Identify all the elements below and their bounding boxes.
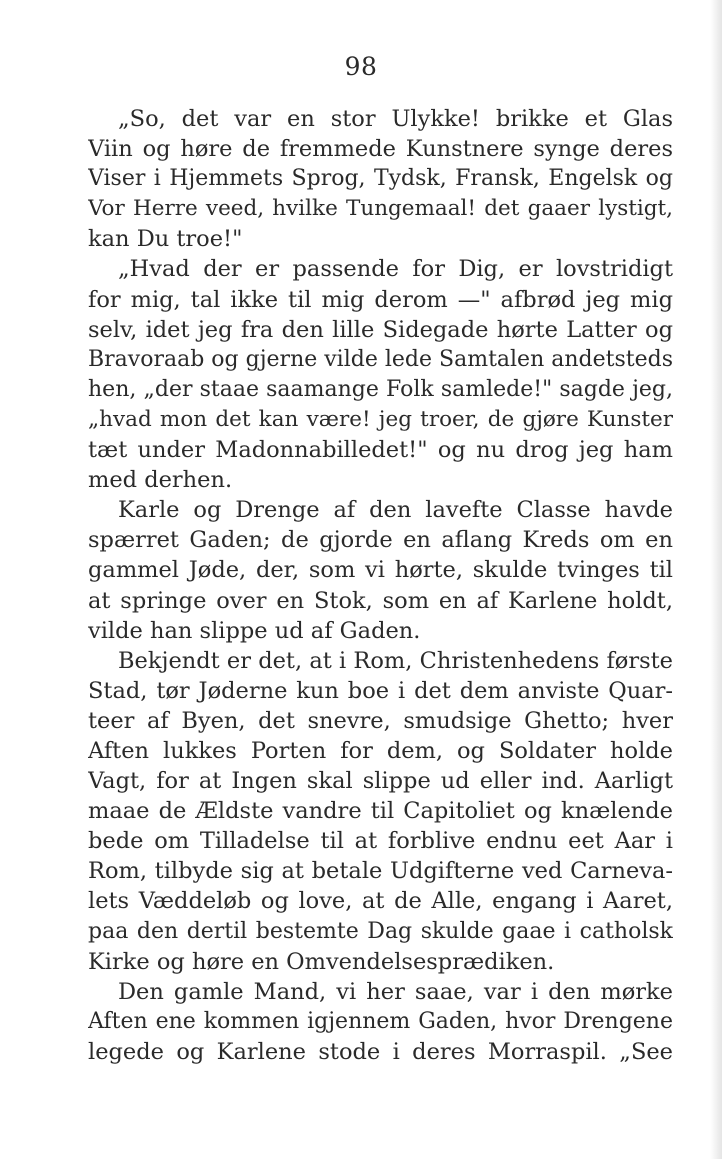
text-line: Aften lukkes Porten for dem, og Soldater holde [88,737,673,764]
text-line: Viser i Hjemmets Sprog, Tydsk, Fransk, Engelsk og [88,166,673,192]
text-line: gammel Jøde, der, som vi hørte, skulde tvinges til [88,557,673,584]
text-line: „Hvad der er passende for Dig, er lovstridigt [118,256,673,283]
text-line: Aften ene kommen igjennem Gaden, hvor Drengene [88,1008,673,1034]
text-line: med derhen. [88,467,233,494]
text-line: hen, „der staae saamange Folk samlede!" sagde jeg, [88,376,673,402]
text-line: vilde han slippe ud af Gaden. [88,617,421,644]
text-line: Kirke og høre en Omvendelsesprædiken. [88,948,555,975]
text-line: Rom, tilbyde sig at betale Udgifterne ved Carneva- [88,858,673,885]
page-number: 98 [344,52,378,81]
text-line: Vagt, for at Ingen skal slippe ud eller ind. Aarligt [88,768,673,795]
text-line: Vor Herre veed, hvilke Tungemaal! det gaaer lystigt, [88,196,673,222]
text-line: for mig, tal ikke til mig derom —" afbrød jeg mig [88,286,673,313]
text-line: „So, det var en stor Ulykke! brikke et Glas [118,106,673,132]
text-line: paa den dertil bestemte Dag skulde gaae i catholsk [88,918,673,944]
text-line: maae de Ældste vandre til Capitoliet og knælende [88,798,673,825]
text-line: bede om Tilladelse til at forblive endnu eet Aar i [88,828,673,855]
text-line: Stad, tør Jøderne kun boe i det dem anviste Quar- [88,677,673,704]
text-line: Bekjendt er det, at i Rom, Christenhedens første [118,647,673,674]
text-line: „hvad mon det kan være! jeg troer, de gjøre Kunster [88,406,673,432]
text-line: Viin og høre de fremmede Kunstnere synge deres [88,136,673,163]
page-edge-shadow [710,0,722,1159]
text-line: lets Væddeløb og love, at de Alle, engang i Aaret, [88,888,673,915]
text-line: Karle og Drenge af den lavefte Classe havde [118,497,673,524]
text-line: legede og Karlene stode i deres Morraspil. „See [88,1038,673,1065]
text-line: Den gamle Mand, vi her saae, var i den mørke [118,978,673,1005]
text-line: tæt under Madonnabilledet!" og nu drog jeg ham [88,437,673,464]
text-line: spærret Gaden; de gjorde en aflang Kreds om en [88,527,673,554]
text-line: Bravoraab og gjerne vilde lede Samtalen andetsteds [88,346,673,372]
text-line: selv, idet jeg fra den lille Sidegade hørte Latter og [88,316,673,343]
text-line: at springe over en Stok, som en af Karlene holdt, [88,587,673,614]
text-line: teer af Byen, det snevre, smudsige Ghetto; hver [88,707,673,734]
body-text [88,104,673,1067]
text-line: kan Du troe!" [88,226,243,253]
